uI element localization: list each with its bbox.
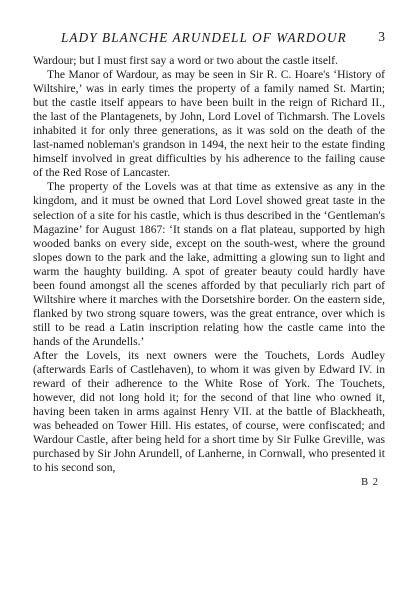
running-head: LADY BLANCHE ARUNDELL OF WARDOUR bbox=[61, 30, 347, 45]
paragraph-touchets: After the Lovels, its next owners were the Touchets, Lords Audley (afterwards Earls of Castlehaven), to whom it was given by Edward IV. in reward of their adherence to the White Rose of York. The Touchets, however, did not long hold it; for the second of that line who owned it, having been taken in arms against Henry VII. at the battle of Blackheath, was beheaded on Tower Hill. His estates, of course, were confiscated; and Wardour Castle, after being held for a short time by Sir Fulke Greville, was purchased by Sir John Arundell, of Lanherne, in Cornwall, who presented it to his second son, bbox=[33, 348, 385, 475]
paragraph-manor: The Manor of Wardour, as may be seen in Sir R. C. Hoare's ‘History of Wiltshire,’ was in early times the property of a family named St. Martin; but the castle itself appears to have been built in the reign of Richard II., the last of the Plantagenets, by John, Lord Lovel of Tichmarsh. The Lovels inhabited it for only three generations, as it was sold on the death of the last-named nobleman's grandson in 1494, the next heir to the estate finding himself involved in great difficulties by his adherence to the failing cause of the Red Rose of Lancaster. bbox=[33, 68, 385, 180]
signature-mark: B 2 bbox=[361, 477, 379, 489]
page-footer bbox=[33, 476, 385, 488]
paragraph-continuation: Wardour; but I must first say a word or two about the castle itself. bbox=[33, 54, 338, 67]
page-number: 3 bbox=[378, 29, 385, 44]
paragraph-lovels: The property of the Lovels was at that time as extensive as any in the kingdom, and it must be owned that Lord Lovel showed great taste in the selection of a site for his castle, which is thus described in the ‘Gentleman's Magazine’ for August 1867: ‘It stands on a flat plateau, supported by high wooded banks on every side, except on the south-west, where the ground slopes down to the park and the lake, admitting a glowing sun to light and warm the haughty building. A spot of greater beauty could hardly have been found amongst all the scenes afforded by that peculiarly rich part of Wiltshire where it marches with the Dorsetshire border. On the eastern side, flanked by two strong square towers, was the great entrance, over which is still to be read a Latin inscription relating how the castle came into the hands of the Arundells.’ bbox=[33, 180, 385, 348]
book-page bbox=[33, 28, 385, 488]
body-text bbox=[33, 54, 385, 475]
page-header bbox=[33, 28, 385, 50]
